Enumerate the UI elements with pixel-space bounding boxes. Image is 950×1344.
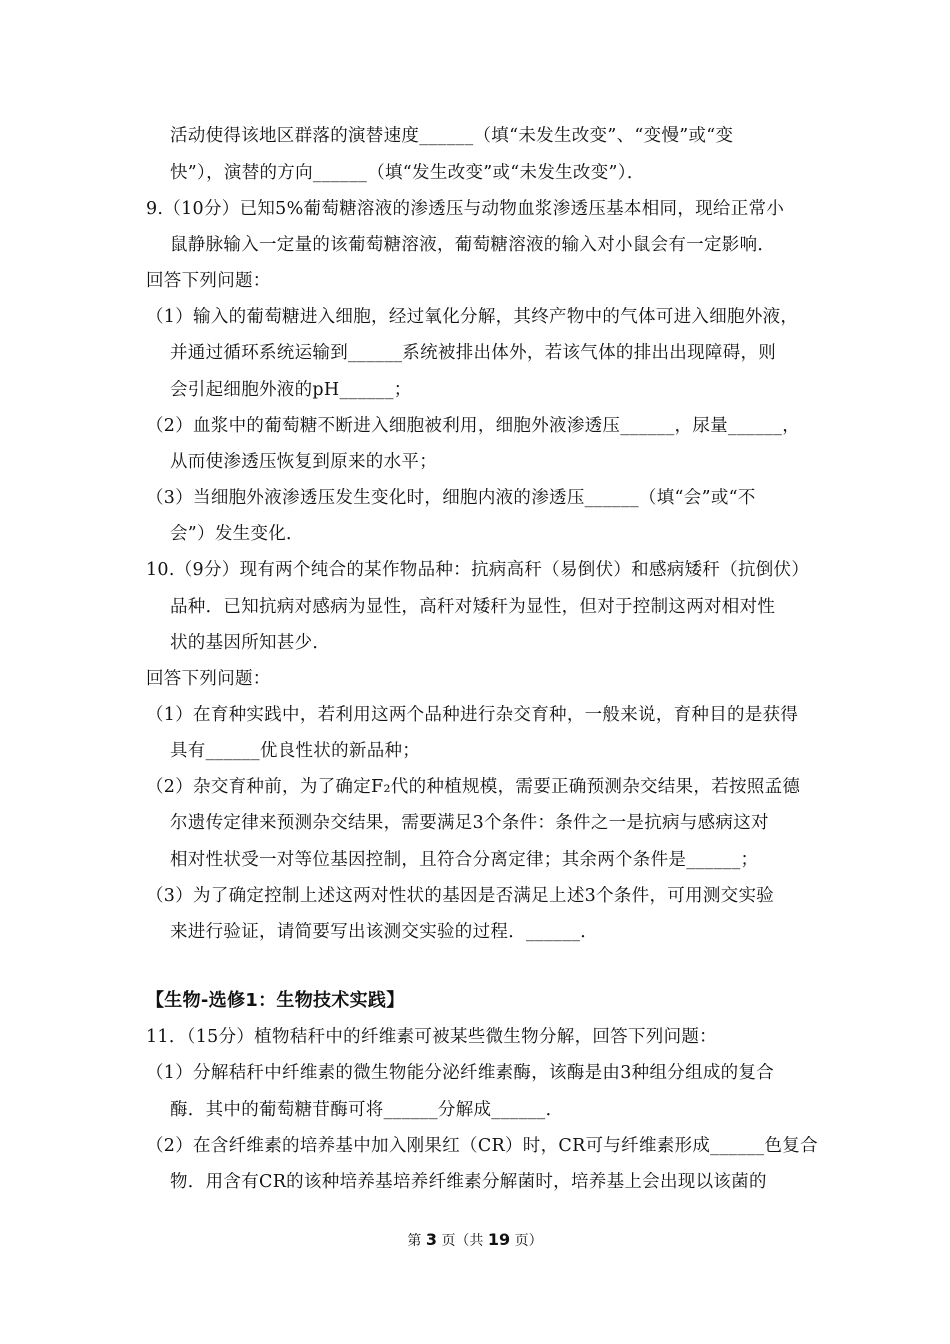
footer-prefix: 第 bbox=[407, 1233, 422, 1249]
text-line: 具有______优良性状的新品种； bbox=[170, 741, 421, 761]
footer-page-number: 3 bbox=[425, 1230, 437, 1249]
text-line: 回答下列问题： bbox=[146, 271, 271, 291]
text-line: 从而使渗透压恢复到原来的水平； bbox=[170, 452, 437, 472]
text-line: 尔遗传定律来预测杂交结果，需要满足3个条件：条件之一是抗病与感病这对 bbox=[170, 813, 769, 833]
question-10-title: 10.（9分）现有两个纯合的某作物品种：抗病高秆（易倒伏）和感病矮秆（抗倒伏） bbox=[146, 560, 810, 580]
text-line: 酶．其中的葡萄糖苷酶可将______分解成______． bbox=[170, 1100, 564, 1120]
question-11-title: 11．（15分）植物秸秆中的纤维素可被某些微生物分解，回答下列问题： bbox=[146, 1027, 717, 1047]
text-line: 会”）发生变化． bbox=[170, 524, 304, 544]
text-line: 相对性状受一对等位基因控制，且符合分离定律；其余两个条件是______； bbox=[170, 850, 759, 870]
question-9-title: 9.（10分）已知5%葡萄糖溶液的渗透压与动物血浆渗透压基本相同，现给正常小 bbox=[146, 199, 785, 219]
text-line: 快”），演替的方向______（填“发生改变”或“未发生改变”）． bbox=[170, 163, 645, 183]
text-line: 状的基因所知甚少． bbox=[170, 633, 331, 653]
text-line: 鼠静脉输入一定量的该葡萄糖溶液，葡萄糖溶液的输入对小鼠会有一定影响． bbox=[170, 235, 776, 255]
text-line: （2）杂交育种前，为了确定F₂代的种植规模，需要正确预测杂交结果，若按照孟德 bbox=[146, 777, 801, 797]
text-line: 来进行验证，请简要写出该测交实验的过程．______． bbox=[170, 922, 599, 942]
text-line: 物．用含有CR的该种培养基培养纤维素分解菌时，培养基上会出现以该菌的 bbox=[170, 1172, 767, 1192]
text-line: （1）输入的葡萄糖进入细胞，经过氧化分解，其终产物中的气体可进入细胞外液， bbox=[146, 307, 799, 327]
footer-total-pages: 19 bbox=[487, 1230, 511, 1249]
text-line: 品种．已知抗病对感病为显性，高秆对矮秆为显性，但对于控制这两对相对性 bbox=[170, 597, 776, 617]
text-line: （1）分解秸秆中纤维素的微生物能分泌纤维素酶，该酶是由3种组分组成的复合 bbox=[146, 1063, 775, 1083]
text-line: （3）当细胞外液渗透压发生变化时，细胞内液的渗透压______（填“会”或“不 bbox=[146, 488, 756, 508]
text-line: 会引起细胞外液的pH______； bbox=[170, 380, 412, 400]
text-line: 回答下列问题： bbox=[146, 669, 271, 689]
page-footer bbox=[0, 1230, 950, 1251]
text-line: 活动使得该地区群落的演替速度______（填“未发生改变”、“变慢”或“变 bbox=[170, 126, 734, 146]
footer-suffix: 页） bbox=[514, 1233, 543, 1249]
text-line: （2）血浆中的葡萄糖不断进入细胞被利用，细胞外液渗透压______，尿量______， bbox=[146, 416, 801, 436]
text-line: （3）为了确定控制上述这两对性状的基因是否满足上述3个条件，可用测交实验 bbox=[146, 886, 775, 906]
text-line: 并通过循环系统运输到______系统被排出体外，若该气体的排出出现障碍，则 bbox=[170, 343, 777, 363]
text-line: （2）在含纤维素的培养基中加入刚果红（CR）时，CR可与纤维素形成______色复合 bbox=[146, 1136, 818, 1156]
text-line: （1）在育种实践中，若利用这两个品种进行杂交育种，一般来说，育种目的是获得 bbox=[146, 705, 799, 725]
section-heading: 【生物-选修1：生物技术实践】 bbox=[146, 990, 405, 1011]
footer-middle: 页（共 bbox=[441, 1233, 484, 1249]
